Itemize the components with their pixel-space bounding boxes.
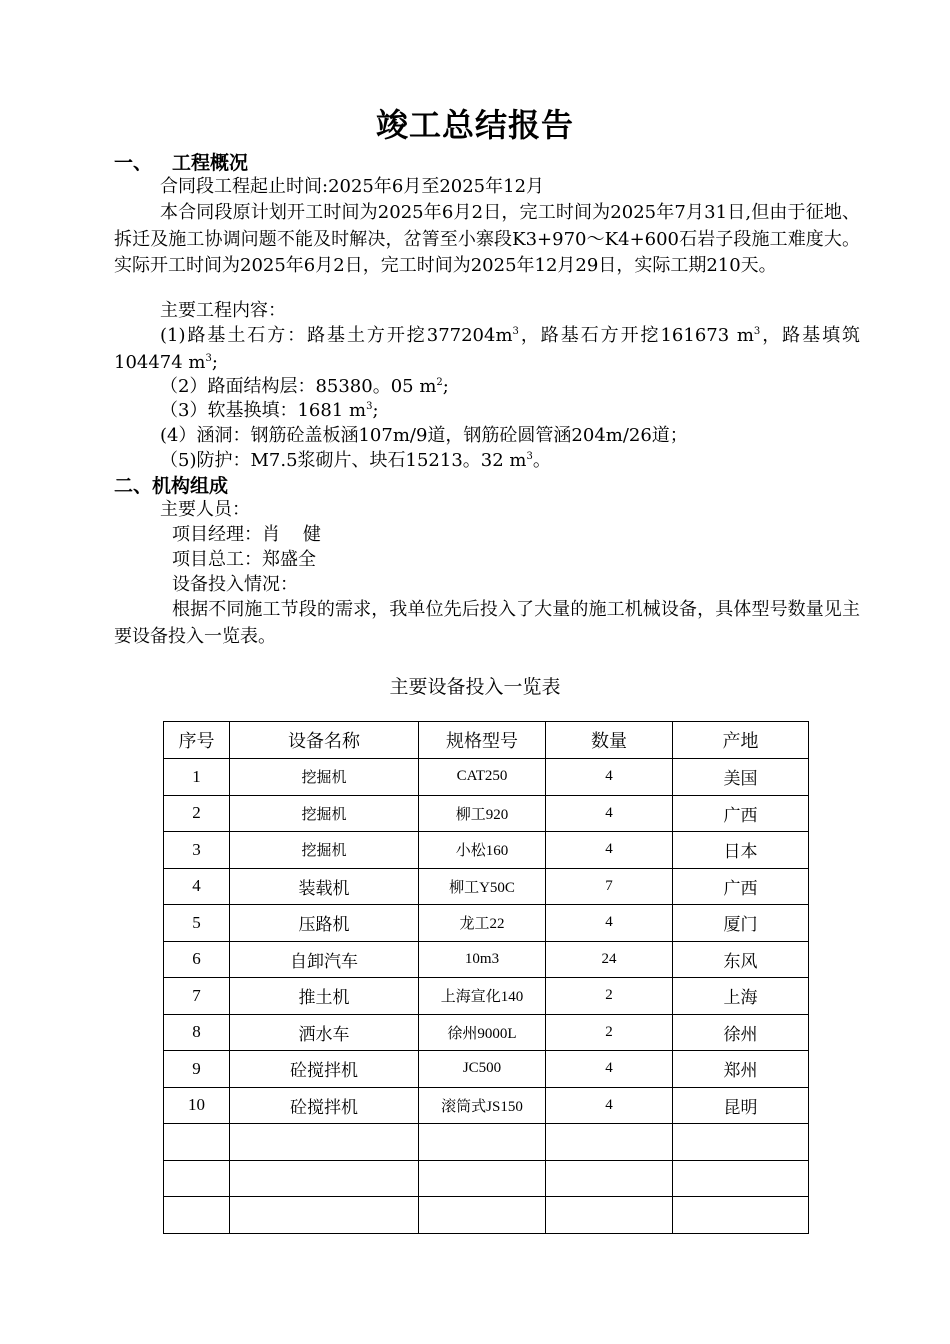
cell-origin: 上海 [673, 978, 809, 1015]
cell-name: 砼搅拌机 [230, 1087, 419, 1124]
chief-engineer: 项目总工：郑盛全 [172, 549, 316, 570]
cell-model: 小松160 [419, 832, 546, 869]
table-row [164, 1160, 809, 1197]
cell-model [419, 1197, 546, 1234]
content-label: 主要工程内容： [160, 300, 286, 321]
cell-model [419, 1160, 546, 1197]
cell-quantity [546, 1160, 673, 1197]
cell-name [230, 1197, 419, 1234]
table-row [164, 941, 809, 978]
cell-origin: 徐州 [673, 1014, 809, 1051]
cell-origin [673, 1160, 809, 1197]
header-name: 设备名称 [230, 722, 419, 759]
section-heading-organization: 二、机构组成 [114, 475, 229, 497]
report-title: 竣工总结报告 [375, 106, 574, 144]
cell-name: 砼搅拌机 [230, 1051, 419, 1088]
cell-name: 装载机 [230, 868, 419, 905]
section-title: 工程概况 [172, 152, 249, 174]
section-heading-overview [114, 150, 248, 176]
cell-origin [673, 1124, 809, 1161]
cell-index: 4 [164, 868, 230, 905]
cell-model: 徐州9000L [419, 1014, 546, 1051]
table-row [164, 1014, 809, 1051]
table-row [164, 795, 809, 832]
cell-index: 9 [164, 1051, 230, 1088]
work-item-4: (4）涵洞：钢筋砼盖板涵107m/9道，钢筋砼圆管涵204m/26道； [160, 425, 688, 446]
table-row [164, 868, 809, 905]
cell-index [164, 1124, 230, 1161]
cell-index: 7 [164, 978, 230, 1015]
staff-label: 主要人员： [160, 499, 250, 520]
cell-origin: 广西 [673, 795, 809, 832]
cell-origin: 郑州 [673, 1051, 809, 1088]
cell-model: 上海宣化140 [419, 978, 546, 1015]
cell-quantity: 7 [546, 868, 673, 905]
cell-index: 10 [164, 1087, 230, 1124]
cell-quantity: 2 [546, 978, 673, 1015]
table-row [164, 1051, 809, 1088]
cell-quantity [546, 1124, 673, 1161]
cell-quantity: 4 [546, 759, 673, 796]
table-row [164, 905, 809, 942]
work-item-5: （5)防护：M7.5浆砌片、块石15213。32 $m^3$。 [160, 450, 551, 471]
header-origin: 产地 [673, 722, 809, 759]
cell-index: 3 [164, 832, 230, 869]
equipment-label: 设备投入情况： [172, 574, 298, 595]
table-row [164, 1087, 809, 1124]
work-item-2: （2）路面结构层：85380。05 $m^2$; [160, 376, 449, 397]
table-header-row [164, 722, 809, 759]
cell-index: 8 [164, 1014, 230, 1051]
cell-name: 挖掘机 [230, 832, 419, 869]
cell-name: 自卸汽车 [230, 941, 419, 978]
cell-model: 柳工Y50C [419, 868, 546, 905]
header-model: 规格型号 [419, 722, 546, 759]
cell-origin: 日本 [673, 832, 809, 869]
table-row [164, 832, 809, 869]
cell-quantity: 4 [546, 795, 673, 832]
cell-quantity: 4 [546, 905, 673, 942]
cell-name [230, 1124, 419, 1161]
table-row [164, 1197, 809, 1234]
cell-model: 柳工920 [419, 795, 546, 832]
cell-origin: 厦门 [673, 905, 809, 942]
cell-name: 压路机 [230, 905, 419, 942]
cell-name: 推土机 [230, 978, 419, 1015]
cell-model [419, 1124, 546, 1161]
cell-model: 龙工22 [419, 905, 546, 942]
cell-origin: 昆明 [673, 1087, 809, 1124]
table-row [164, 1124, 809, 1161]
overview-paragraph: 本合同段原计划开工时间为2025年6月2日，完工时间为2025年7月31日,但由于征地、拆迁及施工协调问题不能及时解决，岔箐至小寨段K3+970～K4+600石岩子段施工难度大。实际开工时间为2025年6月2日，完工时间为2025年12月29日，实际工期210天。 [114, 202, 860, 276]
equipment-table [163, 721, 809, 1234]
cell-index: 5 [164, 905, 230, 942]
cell-quantity: 4 [546, 1051, 673, 1088]
contract-period: 合同段工程起止时间:2025年6月至2025年12月 [160, 176, 545, 197]
cell-quantity: 4 [546, 1087, 673, 1124]
cell-origin: 广西 [673, 868, 809, 905]
cell-name [230, 1160, 419, 1197]
cell-quantity: 2 [546, 1014, 673, 1051]
table-row [164, 759, 809, 796]
cell-index: 6 [164, 941, 230, 978]
cell-model: CAT250 [419, 759, 546, 796]
cell-model: 10m3 [419, 941, 546, 978]
cell-quantity [546, 1197, 673, 1234]
header-quantity: 数量 [546, 722, 673, 759]
cell-index [164, 1197, 230, 1234]
cell-origin: 美国 [673, 759, 809, 796]
equipment-paragraph: 根据不同施工节段的需求，我单位先后投入了大量的施工机械设备，具体型号数量见主要设备投入一览表。 [114, 599, 860, 647]
cell-origin: 东风 [673, 941, 809, 978]
cell-name: 洒水车 [230, 1014, 419, 1051]
table-caption: 主要设备投入一览表 [389, 676, 561, 698]
cell-model: 滚筒式JS150 [419, 1087, 546, 1124]
work-item-1: (1)路基土石方：路基土方开挖$377204m^3$，路基石方开挖161673 $m^3$，路基填筑104474 $m^3$; [114, 325, 861, 373]
cell-quantity: 24 [546, 941, 673, 978]
cell-index: 2 [164, 795, 230, 832]
section-number: 一、 [114, 152, 153, 174]
cell-model: JC500 [419, 1051, 546, 1088]
project-manager: 项目经理：肖 健 [172, 524, 321, 545]
table-body [164, 759, 809, 1234]
cell-origin [673, 1197, 809, 1234]
cell-name: 挖掘机 [230, 795, 419, 832]
cell-quantity: 4 [546, 832, 673, 869]
cell-index [164, 1160, 230, 1197]
work-item-3: （3）软基换填：1681 $m^3$; [160, 400, 379, 421]
header-index: 序号 [164, 722, 230, 759]
cell-name: 挖掘机 [230, 759, 419, 796]
table-row [164, 978, 809, 1015]
cell-index: 1 [164, 759, 230, 796]
